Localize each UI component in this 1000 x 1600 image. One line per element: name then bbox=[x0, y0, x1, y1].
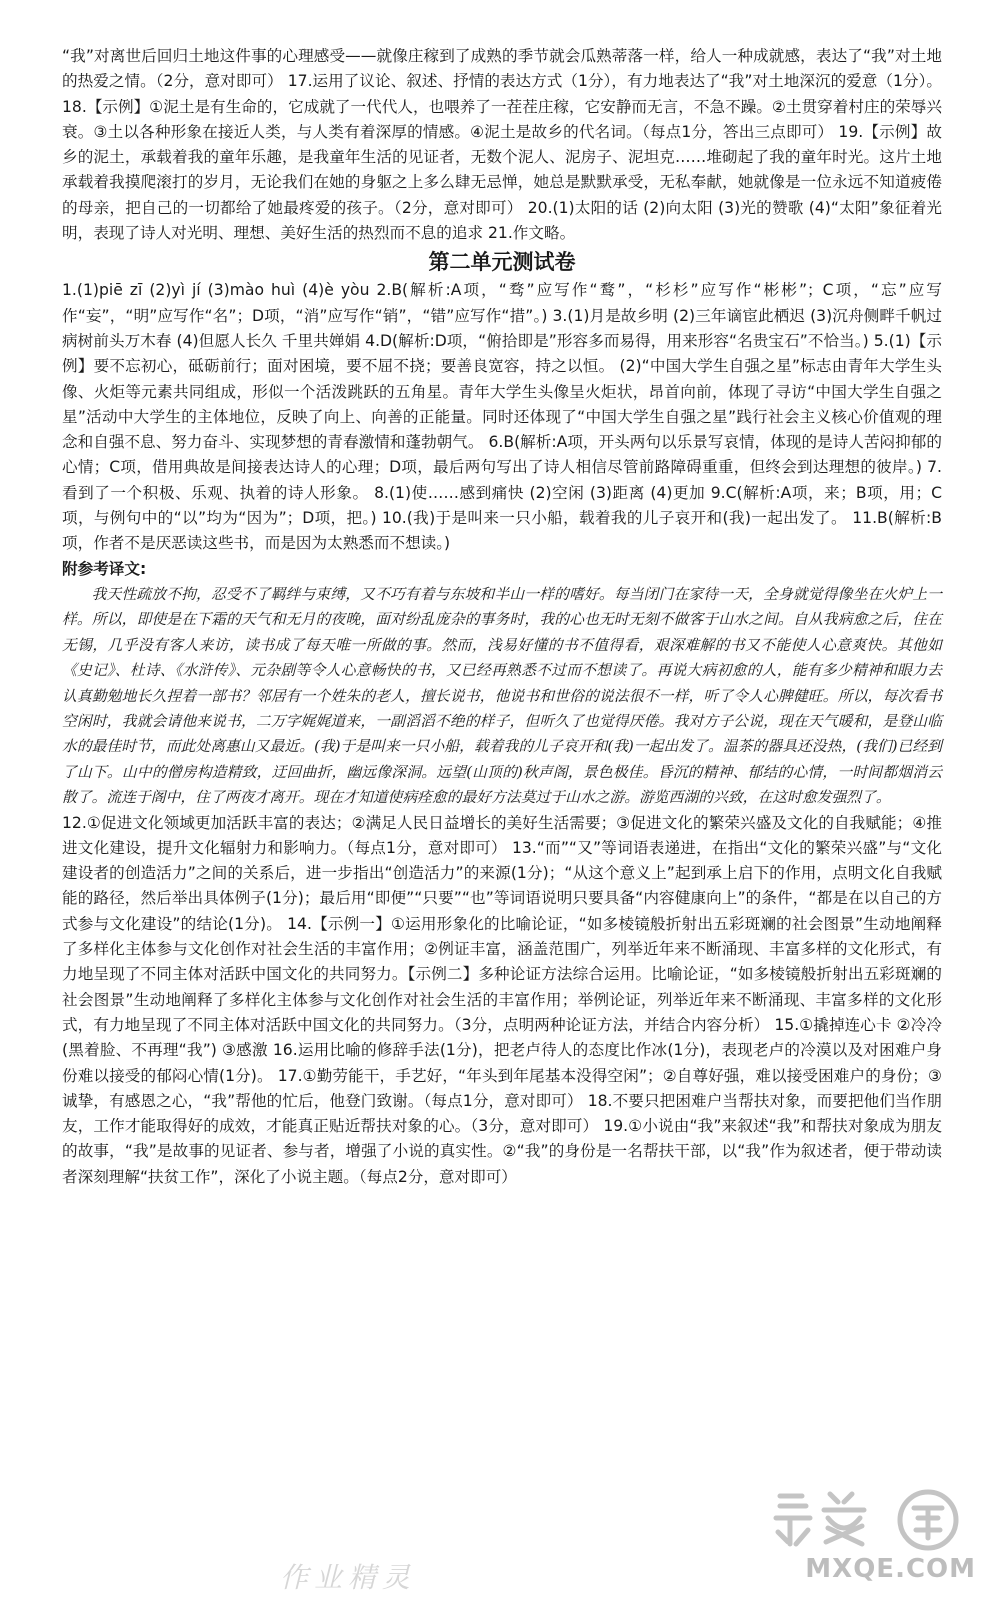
unit2-answers-1-11: 1.(1)piē zī (2)yì jí (3)mào huì (4)è yòu 2.B(解析:A项，“骛”应写作“鹜”，“杉杉”应写作“彬彬”；C项，“忘”应写作“妄”，“明”应写作“名”；D项，“消”应写作“销”，“错”应写作“措”。) 3.(1)月是故乡明 (2)三年谪宦此栖迟 (3)沉舟侧畔千帆过 病树前头万木春 (4)但愿人长久 千里共婵娟 4.D(解析:D项，“俯拾即是”形容多而易得，用来形容“名贵宝石”不恰当。) 5.(1)【示例】要不忘初心，砥砺前行；面对困境，要不屈不挠；要善良宽容，持之以恒。 (2)“中国大学生自强之星”标志由青年大学生头像、火炬等元素共同组成，形似一个活泼跳跃的五角星。青年大学生头像呈火炬状，昂首向前，体现了寻访“中国大学生自强之星”活动中大学生的主体地位，反映了向上、向善的正能量。同时还体现了“中国大学生自强之星”践行社会主义核心价值观的理念和自强不息、努力奋斗、实现梦想的青春激情和蓬勃朝气。 6.B(解析:A项，开头两句以乐景写哀情，体现的是诗人苦闷抑郁的心情；C项，借用典故是间接表达诗人的心理；D项，最后两句写出了诗人相信尽管前路障碍重重，但终会到达理想的彼岸。) 7.看到了一个积极、乐观、执着的诗人形象。 8.(1)使……感到痛快 (2)空闲 (3)距离 (4)更加 9.C(解析:A项，来；B项，用；C项，与例句中的“以”均为“因为”；D项，把。) 10.(我)于是叫来一只小船，载着我的儿子哀开和(我)一起出发了。 11.B(解析:B项，作者不是厌恶读这些书，而是因为太熟悉而不想读。) bbox=[62, 281, 942, 553]
answer-page bbox=[62, 44, 942, 1190]
watermark-logo-icon bbox=[768, 1484, 978, 1554]
reference-translation-text: 我天性疏放不拘，忍受不了羁绊与束缚，又不巧有着与东坡和半山一样的嗜好。每当闭门在家待一天，全身就觉得像坐在火炉上一样。所以，即使是在下霜的天气和无月的夜晚，面对纷乱庞杂的事务时，我的心也无时无刻不做客于山水之间。自从我病愈之后，住在无锡，几乎没有客人来访，读书成了每天唯一所做的事。然而，浅易好懂的书不值得看，艰深难解的书又不能使人心意爽快。其他如《史记》、杜诗、《水浒传》、元杂剧等令人心意畅快的书，又已经再熟悉不过而不想读了。再说大病初愈的人，能有多少精神和眼力去认真勤勉地长久捏着一部书？邻居有一个姓朱的老人，擅长说书，他说书和世俗的说法很不一样，听了令人心脾健旺。所以，每次看书空闲时，我就会请他来说书，二万字娓娓道来，一副滔滔不绝的样子，但听久了也觉得厌倦。我对方子公说，现在天气暖和，是登山临水的最佳时节，而此处离惠山又最近。(我)于是叫来一只小船，载着我的儿子哀开和(我)一起出发了。温茶的器具还没热，(我们)已经到了山下。山中的僧房构造精致，迂回曲折，幽远像深洞。远望(山顶的)秋声阁，景色极佳。昏沉的精神、郁结的心情，一时间都烟消云散了。流连于阁中，住了两夜才离开。现在才知道使病痊愈的最好方法莫过于山水之游。游览西湖的兴致，在这时愈发强烈了。 bbox=[62, 585, 942, 807]
unit2-test-title: 第二单元测试卷 bbox=[428, 250, 576, 275]
reference-translation-heading: 附参考译文: bbox=[62, 559, 147, 578]
watermark-url: MXQE.COM bbox=[805, 1554, 976, 1584]
unit2-answers-12-19: 12.①促进文化领域更加活跃丰富的表达；②满足人民日益增长的美好生活需要；③促进文化的繁荣兴盛及文化的自我赋能；④推进文化建设，提升文化辐射力和影响力。（每点1分，意对即可） 13.“而”“又”等词语表递进，在指出“文化的繁荣兴盛”与“文化建设者的创造活力”之间的关系后，进一步指出“创造活力”的来源(1分)；“从这个意义上”起到承上启下的作用，点明文化自我赋能的路径，然后举出具体例子(1分)；最后用“即便”“只要”“也”等词语说明只要具备“内容健康向上”的条件，“都是在以自己的方式参与文化建设”的结论(1分)。 14.【示例一】①运用形象化的比喻论证，“如多棱镜般折射出五彩斑斓的社会图景”生动地阐释了多样化主体参与文化创作对社会生活的丰富作用；②例证丰富，涵盖范围广，列举近年来不断涌现、丰富多样的文化形式，有力地呈现了不同主体对活跃中国文化的共同努力。【示例二】多种论证方法综合运用。比喻论证，“如多棱镜般折射出五彩斑斓的社会图景”生动地阐释了多样化主体参与文化创作对社会生活的丰富作用；举例论证，列举近年来不断涌现、丰富多样的文化形式，有力地呈现了不同主体对活跃中国文化的共同努力。（3分，点明两种论证方法，并结合内容分析） 15.①撬掉连心卡 ②冷冷(黑着脸、不再理“我”) ③感激 16.运用比喻的修辞手法(1分)，把老卢待人的态度比作冰(1分)，表现老卢的冷漠以及对困难户身份难以接受的郁闷心情(1分)。 17.①勤劳能干，手艺好，“年头到年尾基本没得空闲”；②自尊好强，难以接受困难户的身份；③诚挚，有感恩之心，“我”帮他的忙后，他登门致谢。（每点1分，意对即可） 18.不要只把困难户当帮扶对象，而要把他们当作朋友，工作才能取得好的成效，才能真正贴近帮扶对象的心。（3分，意对即可） 19.①小说由“我”来叙述“我”和帮扶对象成为朋友的故事，“我”是故事的见证者、参与者，增强了小说的真实性。②“我”的身份是一名帮扶干部，以“我”作为叙述者，便于带动读者深刻理解“扶贫工作”，深化了小说主题。（每点2分，意对即可） bbox=[62, 813, 942, 1186]
unit1-answers-tail: “我”对离世后回归土地这件事的心理感受——就像庄稼到了成熟的季节就会瓜熟蒂落一样，给人一种成就感，表达了“我”对土地的热爱之情。（2分，意对即可） 17.运用了议论、叙述、抒情的表达方式（1分），有力地表达了“我”对土地深沉的爱意（1分）。 18.【示例】①泥土是有生命的，它成就了一代代人，也喂养了一茬茬庄稼，它安静而无言，不急不躁。②土贯穿着村庄的荣辱兴衰。③土以各种形象在接近人类，与人类有着深厚的情感。④泥土是故乡的代名词。（每点1分，答出三点即可） 19.【示例】故乡的泥土，承载着我的童年乐趣，是我童年生活的见证者，无数个泥人、泥房子、泥坦克……堆砌起了我的童年时光。这片土地承载着我摸爬滚打的岁月，无论我们在她的身躯之上多么肆无忌惮，她总是默默承受，无私奉献，她就像是一位永远不知道疲倦的母亲，把自己的一切都给了她最疼爱的孩子。（2分，意对即可） 20.(1)太阳的话 (2)向太阳 (3)光的赞歌 (4)“太阳”象征着光明，表现了诗人对光明、理想、美好生活的热烈而不息的追求 21.作文略。 bbox=[62, 47, 942, 243]
watermark-app-name: 作业精灵 bbox=[280, 1561, 417, 1594]
